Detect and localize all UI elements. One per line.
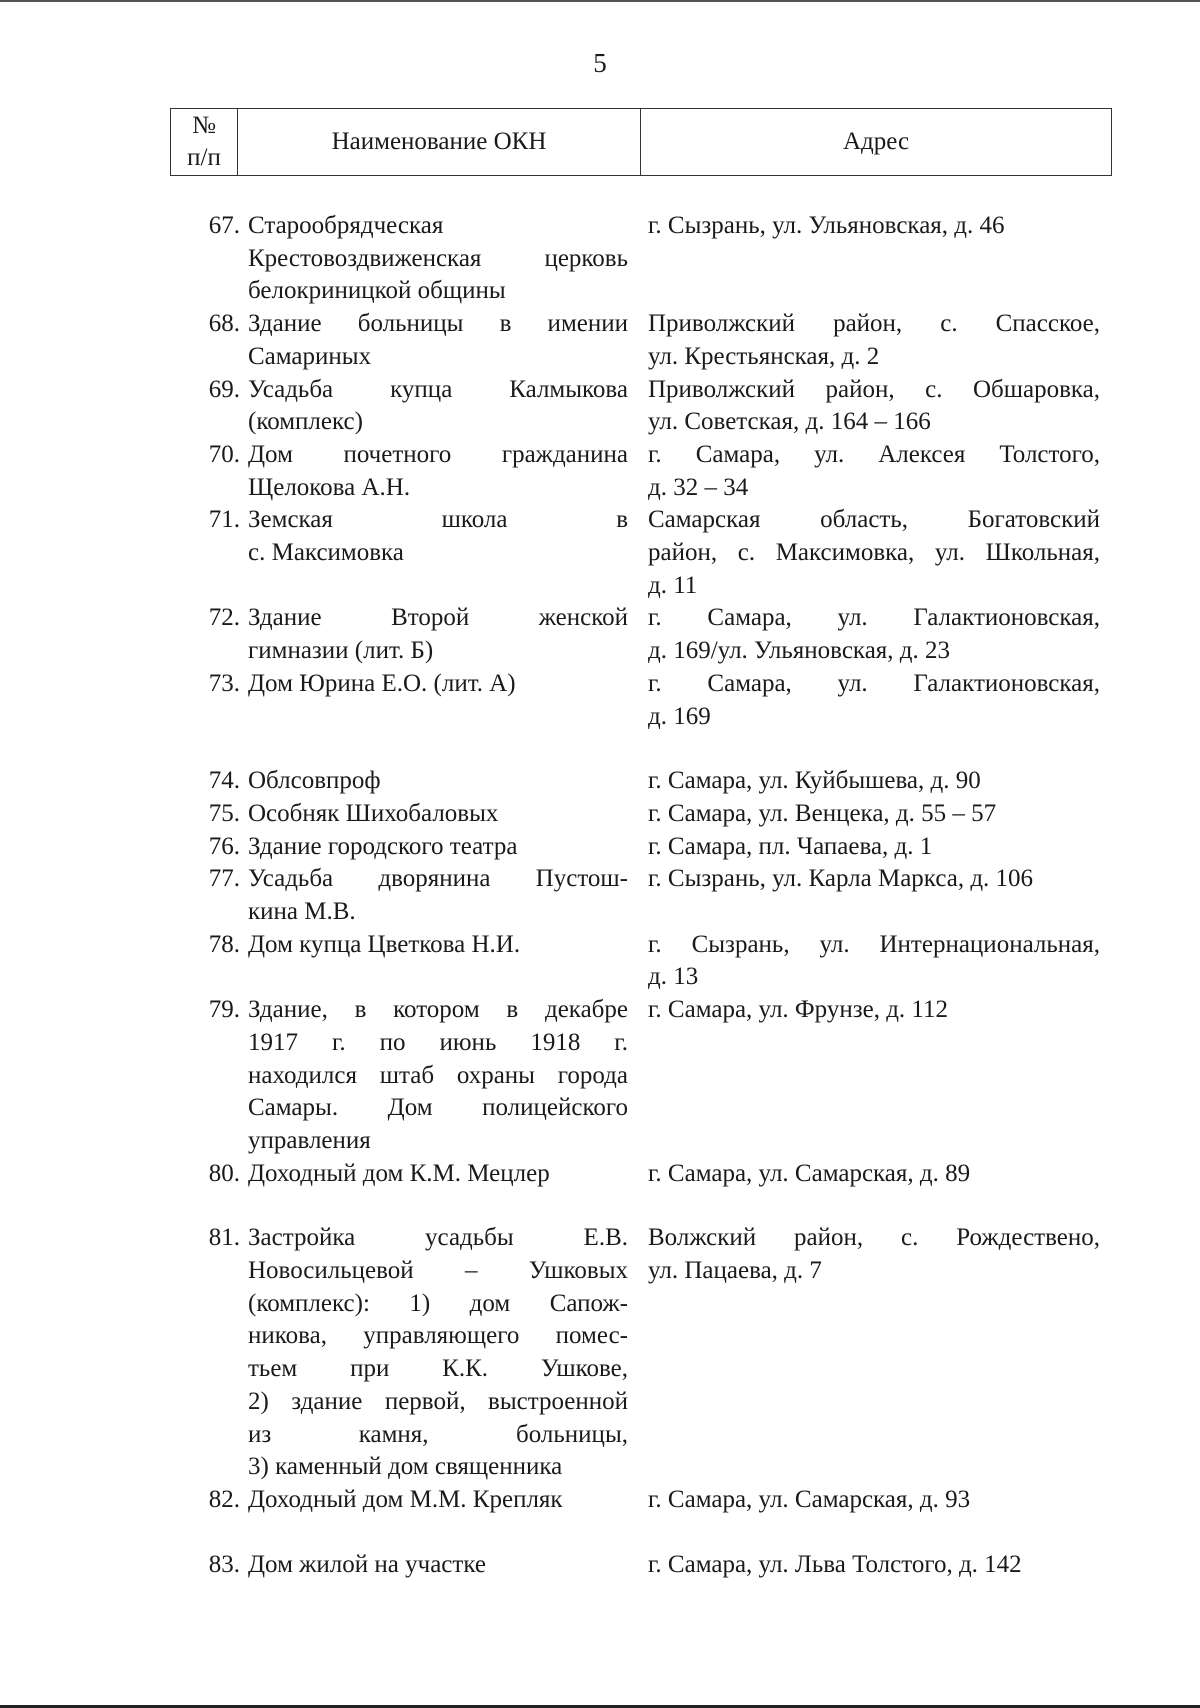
- row-address-line: г. Самара, ул. Льва Толстого, д. 142: [648, 1550, 1022, 1578]
- row-number: 71.: [208, 506, 240, 534]
- row-name-line: Старообрядческая: [248, 212, 444, 239]
- row-address-line: д. 169: [648, 702, 711, 730]
- row-number: 81.: [208, 1224, 240, 1252]
- row-name-line: Дом купца Цветкова Н.И.: [248, 930, 521, 958]
- table-row: [0, 798, 1200, 831]
- row-address: [648, 668, 1100, 733]
- header-address-column: Адрес: [842, 128, 910, 155]
- row-name-line: из камня, больницы,: [248, 1420, 628, 1448]
- table-row: [0, 765, 1200, 798]
- header-number-abbrev: п/п: [187, 144, 221, 171]
- table-row: [0, 1549, 1200, 1582]
- row-name: [248, 602, 628, 667]
- row-address-line: ул. Пацаева, д. 7: [648, 1257, 822, 1285]
- row-name-line: Здание городского театра: [248, 832, 518, 860]
- row-address: [648, 308, 1100, 373]
- row-name-line: Доходный дом М.М. Крепляк: [248, 1485, 563, 1513]
- row-address: [648, 929, 1100, 994]
- table-row: [0, 602, 1200, 667]
- row-name-line: Облсовпроф: [248, 767, 381, 795]
- row-number: 78.: [208, 930, 240, 958]
- row-gap: [0, 733, 1200, 765]
- row-number: 82.: [208, 1485, 240, 1513]
- row-name-line: с. Максимовка: [248, 539, 404, 567]
- table-header: [170, 108, 1112, 176]
- row-name-line: 1917 г. по июнь 1918 г.: [248, 1028, 628, 1056]
- table-body: [0, 210, 1200, 1581]
- row-name: [248, 1484, 628, 1517]
- row-address-line: д. 11: [648, 571, 698, 599]
- table-row: [0, 929, 1200, 994]
- header-number-column: [171, 109, 238, 175]
- row-name: [248, 994, 628, 1158]
- table-row: [0, 308, 1200, 373]
- table-row: [0, 1484, 1200, 1517]
- row-address-line: г. Сызрань, ул. Интернациональная,: [648, 930, 1100, 958]
- table-row: [0, 668, 1200, 733]
- table-row: [0, 831, 1200, 864]
- row-name-line: управления: [248, 1126, 371, 1154]
- row-name-line: Застройка усадьбы Е.В.: [248, 1224, 628, 1252]
- row-address-line: д. 169/ул. Ульяновская, д. 23: [648, 637, 951, 665]
- row-address: [648, 210, 1100, 243]
- row-address-line: г. Самара, ул. Самарская, д. 89: [648, 1159, 971, 1187]
- row-name: [248, 374, 628, 439]
- table-row: [0, 374, 1200, 439]
- row-name: [248, 765, 628, 798]
- table-row: [0, 863, 1200, 928]
- row-name-line: Особняк Шихобаловых: [248, 799, 499, 827]
- row-name-line: Самары. Дом полицейского: [248, 1094, 628, 1122]
- row-name-line: Здание Второй женской: [248, 604, 628, 632]
- row-address-line: д. 32 – 34: [648, 473, 749, 501]
- row-address: [648, 374, 1100, 439]
- row-name-line: Крестовоздвиженская церковь: [248, 244, 628, 272]
- row-name-line: (комплекс): [248, 408, 363, 436]
- row-name-line: Новосильцевой – Ушковых: [248, 1257, 628, 1285]
- row-number: 80.: [208, 1159, 240, 1187]
- row-name-line: 3) каменный дом священника: [248, 1453, 563, 1481]
- row-name-line: никова, управляющего помес-: [248, 1322, 628, 1350]
- row-name-line: Доходный дом К.М. Мецлер: [248, 1159, 550, 1187]
- row-name: [248, 1158, 628, 1191]
- row-name-line: гимназии (лит. Б): [248, 637, 434, 665]
- row-name: [248, 831, 628, 864]
- row-address: [648, 1222, 1100, 1287]
- row-gap: [0, 1517, 1200, 1549]
- table-row: [0, 439, 1200, 504]
- row-name: [248, 210, 628, 308]
- row-name: [248, 1549, 628, 1582]
- header-number-symbol: №: [192, 112, 216, 139]
- row-address: [648, 602, 1100, 667]
- row-number: 72.: [208, 604, 240, 632]
- row-name: [248, 863, 628, 928]
- row-address: [648, 1158, 1100, 1191]
- row-address-line: г. Самара, ул. Венцека, д. 55 – 57: [648, 799, 997, 827]
- row-address: [648, 831, 1100, 864]
- row-name: [248, 439, 628, 504]
- row-address-line: г. Самара, ул. Фрунзе, д. 112: [648, 996, 948, 1024]
- row-name-line: кина М.В.: [248, 898, 356, 926]
- row-address: [648, 994, 1100, 1027]
- row-number: 70.: [208, 440, 240, 468]
- row-number: 68.: [208, 310, 240, 338]
- row-name-line: находился штаб охраны города: [248, 1061, 628, 1089]
- row-address-line: г. Сызрань, ул. Карла Маркса, д. 106: [648, 865, 1034, 893]
- row-number: 67.: [208, 212, 240, 239]
- row-address-line: Волжский район, с. Рождествено,: [648, 1224, 1100, 1252]
- row-address-line: г. Самара, ул. Галактионовская,: [648, 604, 1100, 632]
- row-name-line: тьем при К.К. Ушкове,: [248, 1355, 628, 1383]
- row-number: 77.: [208, 865, 240, 893]
- row-number: 74.: [208, 767, 240, 795]
- row-name-line: Земская школа в: [248, 506, 628, 534]
- row-address: [648, 765, 1100, 798]
- row-address: [648, 1549, 1100, 1582]
- scan-top-edge: [0, 0, 1200, 2]
- row-number: 69.: [208, 375, 240, 403]
- table-row: [0, 210, 1200, 308]
- row-name-line: Дом почетного гражданина: [248, 440, 628, 468]
- row-name-line: Здание, в котором в декабре: [248, 996, 628, 1024]
- row-name: [248, 1222, 628, 1484]
- row-address-line: ул. Крестьянская, д. 2: [648, 342, 880, 370]
- row-address-line: Самарская область, Богатовский: [648, 506, 1100, 534]
- row-name-line: (комплекс): 1) дом Сапож-: [248, 1289, 628, 1317]
- row-name-line: Усадьба купца Калмыкова: [248, 375, 628, 403]
- row-address: [648, 439, 1100, 504]
- table-row: [0, 1222, 1200, 1484]
- row-name: [248, 929, 628, 962]
- row-number: 79.: [208, 996, 240, 1024]
- row-number: 75.: [208, 799, 240, 827]
- table-row: [0, 504, 1200, 602]
- row-name-line: Дом Юрина Е.О. (лит. А): [248, 669, 516, 697]
- row-name: [248, 308, 628, 373]
- row-address: [648, 798, 1100, 831]
- row-address-line: Приволжский район, с. Обшаровка,: [648, 375, 1100, 403]
- header-name-column: Наименование ОКН: [238, 109, 641, 175]
- row-address-line: г. Сызрань, ул. Ульяновская, д. 46: [648, 212, 1005, 239]
- row-name-line: 2) здание первой, выстроенной: [248, 1387, 628, 1415]
- row-address: [648, 1484, 1100, 1517]
- table-row: [0, 994, 1200, 1158]
- row-address: [648, 504, 1100, 602]
- row-address-line: Приволжский район, с. Спасское,: [648, 310, 1100, 338]
- row-address-line: г. Самара, ул. Куйбышева, д. 90: [648, 767, 981, 795]
- row-number: 83.: [208, 1550, 240, 1578]
- row-address-line: г. Самара, ул. Галактионовская,: [648, 669, 1100, 697]
- row-address-line: г. Самара, ул. Самарская, д. 93: [648, 1485, 971, 1513]
- row-address-line: д. 13: [648, 963, 699, 991]
- row-name-line: Дом жилой на участке: [248, 1550, 486, 1578]
- row-address-line: г. Самара, пл. Чапаева, д. 1: [648, 832, 933, 860]
- row-name-line: Самариных: [248, 342, 372, 370]
- row-name: [248, 798, 628, 831]
- row-name-line: Усадьба дворянина Пустош-: [248, 865, 628, 893]
- row-name-line: белокриницкой общины: [248, 277, 506, 305]
- row-name: [248, 504, 628, 569]
- row-address: [648, 863, 1100, 896]
- page-number: 5: [593, 48, 607, 78]
- row-number: 76.: [208, 832, 240, 860]
- row-name-line: Щелокова А.Н.: [248, 473, 411, 501]
- row-gap: [0, 1190, 1200, 1222]
- row-name: [248, 668, 628, 701]
- row-address-line: ул. Советская, д. 164 – 166: [648, 408, 931, 436]
- row-address-line: район, с. Максимовка, ул. Школьная,: [648, 539, 1100, 567]
- row-number: 73.: [208, 669, 240, 697]
- table-row: [0, 1158, 1200, 1191]
- row-name-line: Здание больницы в имении: [248, 310, 628, 338]
- row-address-line: г. Самара, ул. Алексея Толстого,: [648, 440, 1100, 468]
